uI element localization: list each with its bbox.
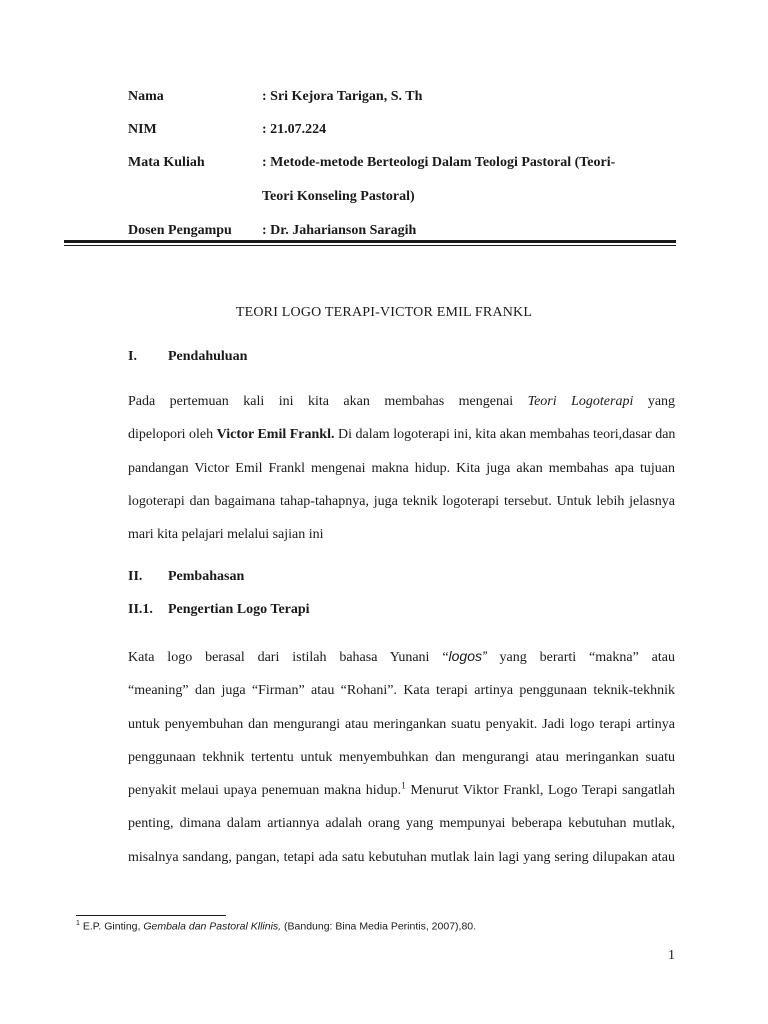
nama-label: Nama [128, 89, 164, 104]
def-line-5: penyakit melaui upaya penemuan makna hidup.$^1$ Menurut Viktor Frankl, Logo Terapi sangatlah [128, 780, 675, 799]
footnote-separator [76, 915, 226, 916]
header-rule-thick [64, 240, 676, 243]
def-line-3: untuk penyembuhan dan mengurangi atau meringankan suatu penyakit. Jadi logo terapi artinya [128, 716, 675, 732]
victor-frankl-bold: Victor Emil Frankl. [216, 427, 335, 443]
logos-italic: logos” [448, 648, 487, 664]
definition-paragraph [128, 640, 675, 874]
section-1-heading: Pendahuluan [168, 349, 248, 364]
footnote: $^1$ E.P. Ginting, Gembala dan Pastoral Kllinis, (Bandung: Bina Media Perintis, 2007),80. [76, 920, 477, 933]
section-2-heading: Pembahasan [168, 569, 245, 584]
def-line-4: penggunaan tekhnik tertentu untuk menyembuhkan dan mengurangi atau meringankan suatu [128, 749, 675, 765]
nim-value: : 21.07.224 [262, 122, 327, 137]
section-1-number: I. [128, 349, 137, 364]
page-number: 1 [668, 948, 675, 963]
footnote-book-title: Gembala dan Pastoral Kllinis, [143, 920, 282, 933]
matkul-value-line2: Teori Konseling Pastoral) [262, 189, 415, 204]
intro-line-2: dipelopori oleh Victor Emil Frankl. Di dalam logoterapi ini, kita akan membahas teori,dasar dan [128, 427, 676, 443]
footnote-marker: 1 [76, 920, 80, 927]
matkul-value-line1: : Metode-metode Berteologi Dalam Teologi Pastoral (Teori- [262, 155, 616, 170]
def-line-7: misalnya sandang, pangan, tetapi ada satu kebutuhan mutlak lain lagi yang sering dilupakan atau [128, 849, 675, 865]
subsection-heading: Pengertian Logo Terapi [168, 602, 310, 617]
intro-line-3: pandangan Victor Emil Frankl mengenai makna hidup. Kita juga akan membahas apa tujuan [128, 460, 675, 476]
def-line-1: Kata logo berasal dari istilah bahasa Yunani “logos” yang berarti “makna” atau [128, 648, 675, 665]
subsection-number: II.1. [128, 602, 153, 617]
teori-logoterapi-italic: Teori Logoterapi [527, 394, 634, 409]
dosen-label: Dosen Pengampu [128, 223, 232, 238]
intro-paragraph [128, 385, 675, 551]
intro-line-5: mari kita pelajari melalui sajian ini [128, 527, 324, 543]
document-title: TEORI LOGO TERAPI-VICTOR EMIL FRANKL [235, 305, 533, 320]
intro-line-4: logoterapi dan bagaimana tahap-tahapnya, juga teknik logoterapi tersebut. Untuk lebih jelasnya [128, 493, 675, 509]
nim-label: NIM [128, 122, 157, 137]
dosen-value: : Dr. Jaharianson Saragih [262, 223, 417, 238]
footnote-ref[interactable]: 1 [401, 780, 406, 791]
intro-line-1: Pada pertemuan kali ini kita akan membahas mengenai Teori Logoterapi yang [128, 394, 676, 409]
section-2-number: II. [128, 569, 143, 584]
header-rule-thin [64, 245, 676, 246]
matkul-label: Mata Kuliah [128, 155, 205, 170]
nama-value: : Sri Kejora Tarigan, S. Th [262, 89, 423, 104]
def-line-2: “meaning” dan juga “Firman” atau “Rohani”. Kata terapi artinya penggunaan teknik-tekhnik [128, 683, 675, 699]
def-line-6: penting, dimana dalam artiannya adalah orang yang mempunyai beberapa kebutuhan mutlak, [128, 816, 675, 832]
